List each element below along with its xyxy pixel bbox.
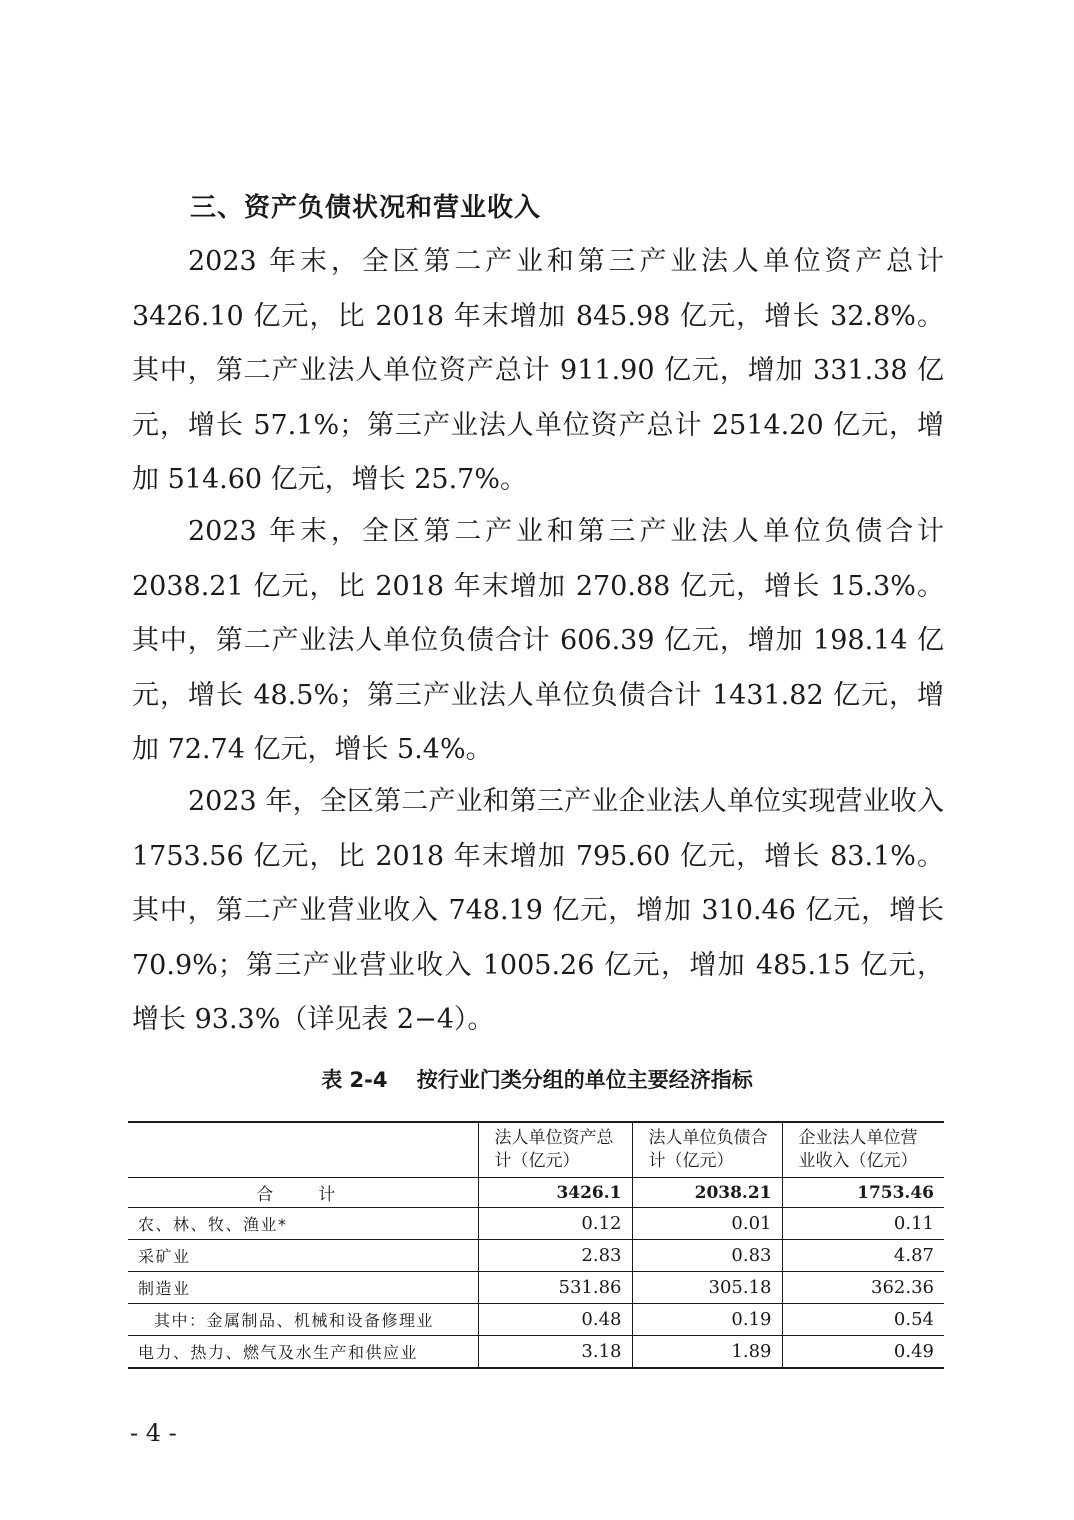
economic-indicators-table — [128, 1121, 944, 1369]
table-total-row — [128, 1178, 944, 1208]
row-label: 电力、热力、燃气及水生产和供应业 — [128, 1336, 478, 1369]
row-assets: 2.83 — [478, 1240, 632, 1272]
row-revenue: 0.11 — [782, 1208, 944, 1240]
row-assets: 531.86 — [478, 1272, 632, 1304]
total-revenue: 1753.46 — [782, 1178, 944, 1208]
page-number: - 4 - — [130, 1419, 177, 1447]
paragraph-liabilities: 2023 年末，全区第二产业和第三产业法人单位负债合计 2038.21 亿元，比 2018 年末增加 270.88 亿元，增长 15.3%。其中，第二产业法人单位负债合计 606.39 亿元，增加 198.14 亿元，增长 48.5%；第三产业法人单位负债合计 1431.82 亿元，增加 72.74 亿元，增长 5.4%。 — [132, 516, 944, 765]
section-heading: 三、资产负债状况和营业收入 — [190, 193, 542, 223]
table-row — [128, 1208, 944, 1240]
row-label: 农、林、牧、渔业* — [128, 1208, 478, 1240]
total-label: 合 计 — [128, 1178, 478, 1208]
row-assets: 0.12 — [478, 1208, 632, 1240]
paragraph-revenue: 2023 年，全区第二产业和第三产业企业法人单位实现营业收入 1753.56 亿元，比 2018 年末增加 795.60 亿元，增长 83.1%。其中，第二产业营业收入 748.19 亿元，增加 310.46 亿元，增长 70.9%；第三产业营业收入 1005.26 亿元，增加 485.15 亿元，增长 93.3%（详见表 2−4）。 — [132, 786, 944, 1035]
row-liabilities: 0.01 — [632, 1208, 782, 1240]
table-title: 表 2-4 按行业门类分组的单位主要经济指标 — [321, 1068, 753, 1092]
table-row — [128, 1336, 944, 1369]
row-assets: 3.18 — [478, 1336, 632, 1369]
row-label: 采矿业 — [128, 1240, 478, 1272]
header-assets: 法人单位资产总计（亿元） — [478, 1122, 632, 1178]
row-liabilities: 305.18 — [632, 1272, 782, 1304]
row-revenue: 0.49 — [782, 1336, 944, 1369]
row-assets: 0.48 — [478, 1304, 632, 1336]
total-liabilities: 2038.21 — [632, 1178, 782, 1208]
header-liabilities: 法人单位负债合计（亿元） — [632, 1122, 782, 1178]
row-liabilities: 0.83 — [632, 1240, 782, 1272]
row-revenue: 4.87 — [782, 1240, 944, 1272]
row-liabilities: 0.19 — [632, 1304, 782, 1336]
total-assets: 3426.1 — [478, 1178, 632, 1208]
paragraph-assets: 2023 年末，全区第二产业和第三产业法人单位资产总计 3426.10 亿元，比 2018 年末增加 845.98 亿元，增长 32.8%。其中，第二产业法人单位资产总计 911.90 亿元，增加 331.38 亿元，增长 57.1%；第三产业法人单位资产总计 2514.20 亿元，增加 514.60 亿元，增长 25.7%。 — [132, 246, 944, 495]
row-label: 其中：金属制品、机械和设备修理业 — [128, 1304, 478, 1336]
table-row — [128, 1304, 944, 1336]
row-label: 制造业 — [128, 1272, 478, 1304]
row-liabilities: 1.89 — [632, 1336, 782, 1369]
table-header-row — [128, 1122, 944, 1178]
table-row — [128, 1272, 944, 1304]
table-row — [128, 1240, 944, 1272]
header-revenue: 企业法人单位营业收入（亿元） — [782, 1122, 944, 1178]
row-revenue: 0.54 — [782, 1304, 944, 1336]
header-blank-cell — [128, 1122, 478, 1178]
row-revenue: 362.36 — [782, 1272, 944, 1304]
